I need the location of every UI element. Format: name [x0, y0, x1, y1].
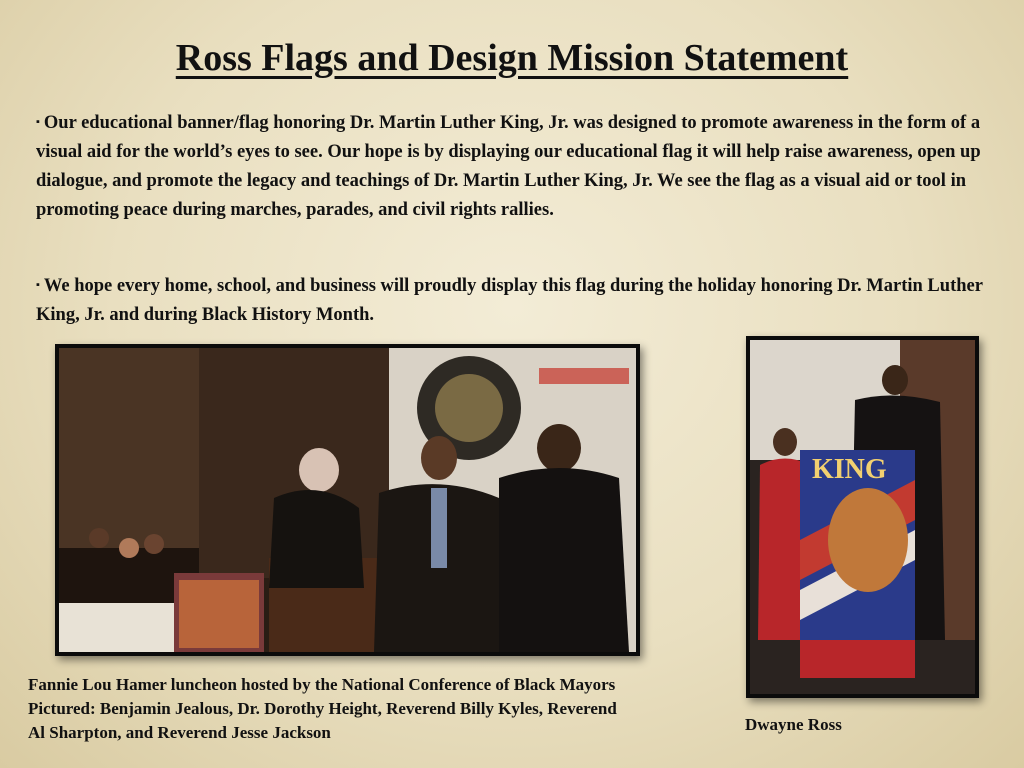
caption-line: Pictured: Benjamin Jealous, Dr. Dorothy Height, Reverend Billy Kyles, Reverend — [28, 699, 617, 718]
luncheon-photo-illustration — [59, 348, 636, 652]
mission-paragraph-2 — [36, 271, 996, 330]
bullet-icon: ▪ — [36, 116, 40, 128]
caption-line: Al Sharpton, and Reverend Jesse Jackson — [28, 723, 331, 742]
dwayne-ross-photo-illustration — [750, 340, 975, 694]
mission-paragraph-1 — [36, 108, 996, 225]
paragraph-1-text: Our educational banner/flag honoring Dr. Martin Luther King, Jr. was designed to promote awareness in the form of a visual aid for the world’s eyes to see. Our hope is by displaying our educational flag it will help raise awareness, open up dialogue, and promote the legacy and teachings of Dr. Martin Luther King, Jr. We see the flag as a visual aid or tool in promoting peace during marches, parades, and civil rights rallies. — [36, 113, 981, 220]
caption-line: Fannie Lou Hamer luncheon hosted by the National Conference of Black Mayors — [28, 675, 616, 694]
dwayne-ross-caption: Dwayne Ross — [745, 715, 842, 734]
banner-king-text: KING — [812, 454, 887, 485]
slide-title: Ross Flags and Design Mission Statement — [175, 37, 849, 79]
dwayne-ross-photo — [746, 336, 979, 698]
luncheon-photo-caption — [28, 673, 718, 745]
luncheon-photo — [55, 344, 640, 656]
paragraph-2-text: We hope every home, school, and business will proudly display this flag during the holiday honoring Dr. Martin Luther King, Jr. and during Black History Month. — [36, 276, 983, 325]
bullet-icon: ▪ — [36, 279, 40, 291]
